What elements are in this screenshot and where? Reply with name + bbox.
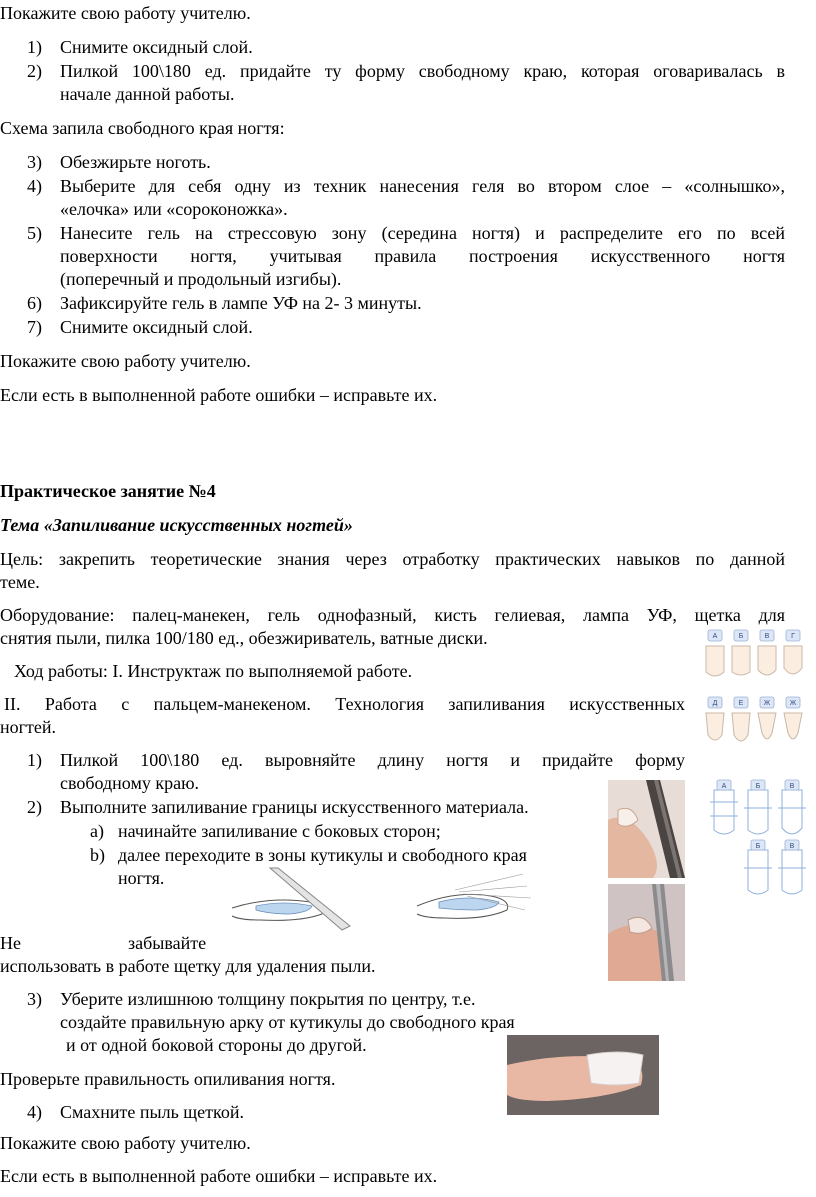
nail-shape-label: Г xyxy=(791,633,795,640)
step-text: Обезжирьте ноготь. xyxy=(60,152,211,172)
step-text: Выполните запиливание границы искусственного материала. xyxy=(60,797,529,817)
filing-scheme-figure xyxy=(708,778,812,906)
check-filing: Проверьте правильность опиливания ногтя. xyxy=(0,1069,336,1089)
file-on-nail-drawing xyxy=(230,866,360,932)
nail-shape xyxy=(732,713,750,741)
nail-shape xyxy=(732,646,750,675)
section-heading: II. Работа с пальцем-манекеном. Технология запиливания искусственных xyxy=(4,694,685,714)
step-text: «елочка» или «сороконожка». xyxy=(60,199,288,219)
step-text: создайте правильную арку от кутикулы до свободного края xyxy=(60,1012,515,1032)
substep-text: далее переходите в зоны кутикулы и свободного края xyxy=(118,845,527,865)
nail-dust-drawing xyxy=(415,866,540,932)
fix-errors: Если есть в выполненной работе ошибки – исправьте их. xyxy=(0,1166,438,1186)
goal-text: теме. xyxy=(0,572,40,592)
filing-side-photo xyxy=(608,780,685,878)
nail-shape xyxy=(758,713,776,739)
step-text: начале данной работы. xyxy=(60,84,235,104)
step-text: Снимите оксидный слой. xyxy=(60,317,253,337)
lesson-topic: Тема «Запиливание искусственных ногтей» xyxy=(0,515,353,535)
step-number: 7) xyxy=(27,317,42,337)
show-teacher: Покажите свою работу учителю. xyxy=(0,351,251,371)
step-number: 5) xyxy=(27,223,42,243)
nail-arch-photo xyxy=(507,1035,659,1115)
equipment-text: снятия пыли, пилка 100/180 ед., обезжириватель, ватные диски. xyxy=(0,628,488,648)
step-number: 4) xyxy=(27,176,42,196)
nail-shape-label: В xyxy=(764,633,770,640)
goal-text: Цель: закрепить теоретические знания через отработку практических навыков по данной xyxy=(0,549,785,569)
step-number: 1) xyxy=(27,750,42,770)
filing-scheme-label: В xyxy=(789,783,795,790)
workflow-heading: Ход работы: I. Инструктаж по выполняемой работе. xyxy=(14,661,413,681)
substep-text: ногтя. xyxy=(118,868,165,888)
step-text: Смахните пыль щеткой. xyxy=(60,1102,244,1122)
step-number: 6) xyxy=(27,293,42,313)
step-text: (поперечный и продольный изгибы). xyxy=(60,269,342,289)
step-number: 2) xyxy=(27,797,42,817)
dont-forget-word: Не xyxy=(0,933,21,953)
nail-shape-label: Ж xyxy=(763,700,771,707)
nail-shape xyxy=(784,646,802,674)
nail-shape-label: Е xyxy=(738,700,744,707)
nail-shape-label: Ж xyxy=(789,700,797,707)
step-text: поверхности ногтя, учитывая правила построения искусственного ногтя xyxy=(60,246,785,266)
filing-scheme-label: В xyxy=(789,843,795,850)
step-number: 4) xyxy=(27,1102,42,1122)
fix-errors: Если есть в выполненной работе ошибки – исправьте их. xyxy=(0,385,438,405)
step-text: Пилкой 100\180 ед. придайте ту форму свободному краю, которая оговаривалась в xyxy=(60,61,785,81)
step-number: 3) xyxy=(27,989,42,1009)
nail-shapes-figure-row1 xyxy=(702,628,812,680)
filing-scheme-label: Б xyxy=(755,843,761,850)
section-heading: ногтей. xyxy=(0,717,57,737)
step-text: Снимите оксидный слой. xyxy=(60,37,253,57)
substep-text: начинайте запиливание с боковых сторон; xyxy=(118,821,441,841)
show-teacher: Покажите свою работу учителю. xyxy=(0,1133,251,1153)
nail-shape-label: Д xyxy=(712,700,718,707)
dont-forget-word: забывайте xyxy=(128,933,207,953)
substep-letter: b) xyxy=(90,845,105,865)
nail-shape xyxy=(758,646,776,675)
step-text: Уберите излишнюю толщину покрытия по центру, т.е. xyxy=(60,989,476,1009)
nail-shape-label: А xyxy=(712,633,718,640)
step-text: Выберите для себя одну из техник нанесения геля во втором слое – «солнышко», xyxy=(60,176,785,196)
show-teacher-top: Покажите свою работу учителю. xyxy=(0,3,251,23)
filing-scheme-label: Б xyxy=(755,783,761,790)
step-text: свободному краю. xyxy=(60,773,200,793)
dont-forget-text: использовать в работе щетку для удаления пыли. xyxy=(0,956,376,976)
step-text: Зафиксируйте гель в лампе УФ на 2- 3 минуты. xyxy=(60,293,422,313)
nail-shape xyxy=(706,646,724,676)
nail-shapes-figure-row2 xyxy=(702,695,812,747)
lesson-title: Практическое занятие №4 xyxy=(0,481,216,501)
nail-shape xyxy=(784,713,802,739)
filing-scheme-label: А xyxy=(721,783,727,790)
scheme-label: Схема запила свободного края ногтя: xyxy=(0,118,285,138)
step-number: 1) xyxy=(27,37,42,57)
substep-letter: a) xyxy=(90,821,104,841)
step-text: Пилкой 100\180 ед. выровняйте длину ногтя и придайте форму xyxy=(60,750,685,770)
equipment-text: Оборудование: палец-манекен, гель однофазный, кисть гелиевая, лампа УФ, щетка для xyxy=(0,605,785,625)
step-number: 3) xyxy=(27,152,42,172)
step-number: 2) xyxy=(27,61,42,81)
step-text: и от одной боковой стороны до другой. xyxy=(66,1035,367,1055)
filing-cuticle-photo xyxy=(608,884,685,981)
nail-shape xyxy=(706,713,724,740)
nail-shape-label: Б xyxy=(738,633,744,640)
step-text: Нанесите гель на стрессовую зону (середина ногтя) и распределите его по всей xyxy=(60,223,785,243)
